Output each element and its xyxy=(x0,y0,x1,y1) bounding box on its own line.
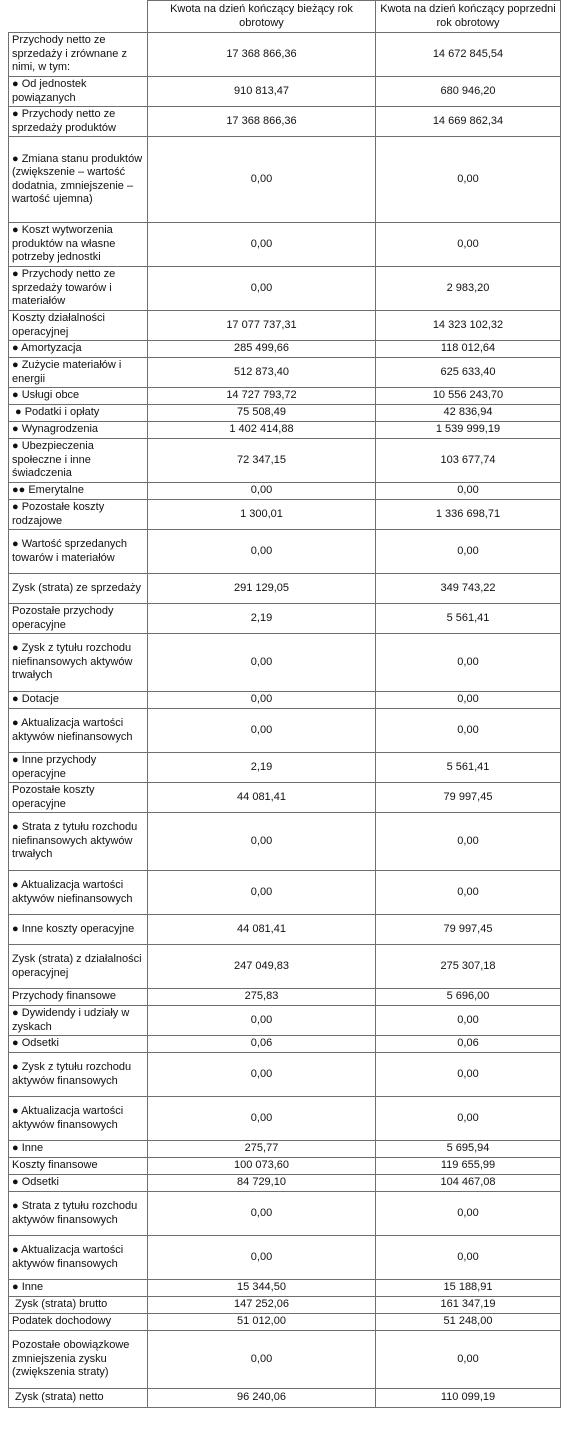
table-row xyxy=(9,1297,561,1314)
previous-year-value: 0,06 xyxy=(376,1036,561,1053)
current-year-value: 0,00 xyxy=(148,223,376,267)
current-year-value: 0,00 xyxy=(148,1053,376,1097)
table-row xyxy=(9,1141,561,1158)
table-row xyxy=(9,604,561,634)
previous-year-value: 14 669 862,34 xyxy=(376,107,561,137)
table-row xyxy=(9,311,561,341)
previous-year-value: 103 677,74 xyxy=(376,439,561,483)
row-label: ● Podatki i opłaty xyxy=(9,405,148,422)
current-year-value: 17 368 866,36 xyxy=(148,33,376,77)
row-label: ● Odsetki xyxy=(9,1175,148,1192)
previous-year-value: 0,00 xyxy=(376,223,561,267)
table-row xyxy=(9,945,561,989)
previous-year-value: 79 997,45 xyxy=(376,783,561,813)
current-year-value: 275,77 xyxy=(148,1141,376,1158)
previous-year-value: 349 743,22 xyxy=(376,574,561,604)
row-label: ● Strata z tytułu rozchodu niefinansowych aktywów trwałych xyxy=(9,813,148,871)
table-row xyxy=(9,753,561,783)
table-row xyxy=(9,388,561,405)
row-label: ● Przychody netto ze sprzedaży towarów i materiałów xyxy=(9,267,148,311)
row-label: ● Zmiana stanu produktów (zwiększenie – wartość dodatnia, zmniejszenie – wartość ujemna) xyxy=(9,137,148,223)
current-year-value: 100 073,60 xyxy=(148,1158,376,1175)
row-label: Koszty finansowe xyxy=(9,1158,148,1175)
table-row xyxy=(9,692,561,709)
previous-year-value: 0,00 xyxy=(376,709,561,753)
previous-year-value: 1 336 698,71 xyxy=(376,500,561,530)
current-year-value: 84 729,10 xyxy=(148,1175,376,1192)
current-year-value: 0,00 xyxy=(148,483,376,500)
row-label: ● Amortyzacja xyxy=(9,341,148,358)
previous-year-value: 14 672 845,54 xyxy=(376,33,561,77)
previous-year-value: 79 997,45 xyxy=(376,915,561,945)
table-row xyxy=(9,1036,561,1053)
row-label: ● Dywidendy i udziały w zyskach xyxy=(9,1006,148,1036)
current-year-value: 0,06 xyxy=(148,1036,376,1053)
table-row xyxy=(9,634,561,692)
row-label: ● Strata z tytułu rozchodu aktywów finansowych xyxy=(9,1192,148,1236)
row-label: ● Wartość sprzedanych towarów i materiałów xyxy=(9,530,148,574)
previous-year-value: 104 467,08 xyxy=(376,1175,561,1192)
table-row xyxy=(9,1389,561,1408)
table-row xyxy=(9,1053,561,1097)
row-label: Pozostałe koszty operacyjne xyxy=(9,783,148,813)
current-year-value: 2,19 xyxy=(148,604,376,634)
previous-year-value: 0,00 xyxy=(376,1053,561,1097)
header-previous-year: Kwota na dzień kończący poprzedni rok obrotowy xyxy=(376,1,561,33)
row-label: ● Inne xyxy=(9,1280,148,1297)
table-row xyxy=(9,439,561,483)
table-row xyxy=(9,574,561,604)
current-year-value: 247 049,83 xyxy=(148,945,376,989)
table-row xyxy=(9,1175,561,1192)
table-row xyxy=(9,989,561,1006)
current-year-value: 0,00 xyxy=(148,813,376,871)
table-row xyxy=(9,137,561,223)
table-row xyxy=(9,77,561,107)
current-year-value: 44 081,41 xyxy=(148,915,376,945)
current-year-value: 0,00 xyxy=(148,530,376,574)
row-label: ● Przychody netto ze sprzedaży produktów xyxy=(9,107,148,137)
table-row xyxy=(9,267,561,311)
current-year-value: 51 012,00 xyxy=(148,1314,376,1331)
previous-year-value: 0,00 xyxy=(376,1006,561,1036)
row-label: ● Usługi obce xyxy=(9,388,148,405)
table-row xyxy=(9,33,561,77)
current-year-value: 17 077 737,31 xyxy=(148,311,376,341)
current-year-value: 17 368 866,36 xyxy=(148,107,376,137)
current-year-value: 291 129,05 xyxy=(148,574,376,604)
table-body xyxy=(9,33,561,1408)
previous-year-value: 680 946,20 xyxy=(376,77,561,107)
previous-year-value: 5 561,41 xyxy=(376,753,561,783)
row-label: ● Inne xyxy=(9,1141,148,1158)
table-row xyxy=(9,1006,561,1036)
current-year-value: 0,00 xyxy=(148,1006,376,1036)
row-label: ● Zysk z tytułu rozchodu aktywów finansowych xyxy=(9,1053,148,1097)
current-year-value: 2,19 xyxy=(148,753,376,783)
table-row xyxy=(9,422,561,439)
row-label: ● Koszt wytworzenia produktów na własne potrzeby jednostki xyxy=(9,223,148,267)
row-label: ● Ubezpieczenia społeczne i inne świadczenia xyxy=(9,439,148,483)
row-label: Zysk (strata) z działalności operacyjnej xyxy=(9,945,148,989)
row-label: ● Dotacje xyxy=(9,692,148,709)
row-label: ● Wynagrodzenia xyxy=(9,422,148,439)
current-year-value: 72 347,15 xyxy=(148,439,376,483)
row-label: ● Inne koszty operacyjne xyxy=(9,915,148,945)
row-label: ● Pozostałe koszty rodzajowe xyxy=(9,500,148,530)
current-year-value: 0,00 xyxy=(148,1192,376,1236)
current-year-value: 0,00 xyxy=(148,137,376,223)
current-year-value: 75 508,49 xyxy=(148,405,376,422)
current-year-value: 147 252,06 xyxy=(148,1297,376,1314)
previous-year-value: 2 983,20 xyxy=(376,267,561,311)
previous-year-value: 0,00 xyxy=(376,692,561,709)
table-row xyxy=(9,915,561,945)
previous-year-value: 14 323 102,32 xyxy=(376,311,561,341)
row-label: Koszty działalności operacyjnej xyxy=(9,311,148,341)
previous-year-value: 0,00 xyxy=(376,483,561,500)
current-year-value: 275,83 xyxy=(148,989,376,1006)
row-label: Pozostałe przychody operacyjne xyxy=(9,604,148,634)
current-year-value: 14 727 793,72 xyxy=(148,388,376,405)
table-row xyxy=(9,1236,561,1280)
current-year-value: 0,00 xyxy=(148,871,376,915)
row-label: ● Od jednostek powiązanych xyxy=(9,77,148,107)
previous-year-value: 0,00 xyxy=(376,1236,561,1280)
header-current-year: Kwota na dzień kończący bieżący rok obrotowy xyxy=(148,1,376,33)
previous-year-value: 10 556 243,70 xyxy=(376,388,561,405)
current-year-value: 0,00 xyxy=(148,709,376,753)
row-label: ● Aktualizacja wartości aktywów niefinansowych xyxy=(9,871,148,915)
row-label: Zysk (strata) ze sprzedaży xyxy=(9,574,148,604)
table-row xyxy=(9,1280,561,1297)
current-year-value: 512 873,40 xyxy=(148,358,376,388)
previous-year-value: 5 695,94 xyxy=(376,1141,561,1158)
row-label: ● Aktualizacja wartości aktywów finansowych xyxy=(9,1236,148,1280)
row-label: ● Zużycie materiałów i energii xyxy=(9,358,148,388)
row-label: ● Inne przychody operacyjne xyxy=(9,753,148,783)
table-row xyxy=(9,1158,561,1175)
previous-year-value: 118 012,64 xyxy=(376,341,561,358)
table-row xyxy=(9,1097,561,1141)
previous-year-value: 51 248,00 xyxy=(376,1314,561,1331)
previous-year-value: 0,00 xyxy=(376,530,561,574)
current-year-value: 15 344,50 xyxy=(148,1280,376,1297)
table-row xyxy=(9,107,561,137)
table-row xyxy=(9,783,561,813)
row-label: Zysk (strata) netto xyxy=(9,1389,148,1408)
table-row xyxy=(9,1192,561,1236)
previous-year-value: 275 307,18 xyxy=(376,945,561,989)
previous-year-value: 0,00 xyxy=(376,813,561,871)
table-row xyxy=(9,223,561,267)
table-row xyxy=(9,500,561,530)
previous-year-value: 0,00 xyxy=(376,871,561,915)
current-year-value: 0,00 xyxy=(148,634,376,692)
row-label: Zysk (strata) brutto xyxy=(9,1297,148,1314)
current-year-value: 0,00 xyxy=(148,1331,376,1389)
previous-year-value: 119 655,99 xyxy=(376,1158,561,1175)
table-row xyxy=(9,483,561,500)
previous-year-value: 5 561,41 xyxy=(376,604,561,634)
previous-year-value: 625 633,40 xyxy=(376,358,561,388)
row-label: ●● Emerytalne xyxy=(9,483,148,500)
current-year-value: 0,00 xyxy=(148,1097,376,1141)
previous-year-value: 42 836,94 xyxy=(376,405,561,422)
table-row xyxy=(9,871,561,915)
previous-year-value: 1 539 999,19 xyxy=(376,422,561,439)
current-year-value: 910 813,47 xyxy=(148,77,376,107)
previous-year-value: 0,00 xyxy=(376,137,561,223)
row-label: Pozostałe obowiązkowe zmniejszenia zysku (zwiększenia straty) xyxy=(9,1331,148,1389)
financial-statement-table xyxy=(8,0,561,1408)
previous-year-value: 15 188,91 xyxy=(376,1280,561,1297)
row-label: Przychody netto ze sprzedaży i zrównane z nimi, w tym: xyxy=(9,33,148,77)
current-year-value: 285 499,66 xyxy=(148,341,376,358)
row-label: Przychody finansowe xyxy=(9,989,148,1006)
current-year-value: 96 240,06 xyxy=(148,1389,376,1408)
current-year-value: 1 300,01 xyxy=(148,500,376,530)
table-row xyxy=(9,358,561,388)
previous-year-value: 110 099,19 xyxy=(376,1389,561,1408)
table-row xyxy=(9,341,561,358)
header-corner-cell xyxy=(9,1,148,33)
table-row xyxy=(9,405,561,422)
previous-year-value: 0,00 xyxy=(376,634,561,692)
previous-year-value: 161 347,19 xyxy=(376,1297,561,1314)
previous-year-value: 0,00 xyxy=(376,1331,561,1389)
table-row xyxy=(9,1331,561,1389)
table-row xyxy=(9,709,561,753)
previous-year-value: 0,00 xyxy=(376,1192,561,1236)
current-year-value: 1 402 414,88 xyxy=(148,422,376,439)
previous-year-value: 0,00 xyxy=(376,1097,561,1141)
table-row xyxy=(9,1314,561,1331)
table-header-row xyxy=(9,1,561,33)
current-year-value: 44 081,41 xyxy=(148,783,376,813)
current-year-value: 0,00 xyxy=(148,692,376,709)
current-year-value: 0,00 xyxy=(148,1236,376,1280)
row-label: ● Aktualizacja wartości aktywów niefinansowych xyxy=(9,709,148,753)
row-label: ● Zysk z tytułu rozchodu niefinansowych aktywów trwałych xyxy=(9,634,148,692)
current-year-value: 0,00 xyxy=(148,267,376,311)
row-label: ● Aktualizacja wartości aktywów finansowych xyxy=(9,1097,148,1141)
row-label: Podatek dochodowy xyxy=(9,1314,148,1331)
previous-year-value: 5 696,00 xyxy=(376,989,561,1006)
table-row xyxy=(9,813,561,871)
table-row xyxy=(9,530,561,574)
row-label: ● Odsetki xyxy=(9,1036,148,1053)
